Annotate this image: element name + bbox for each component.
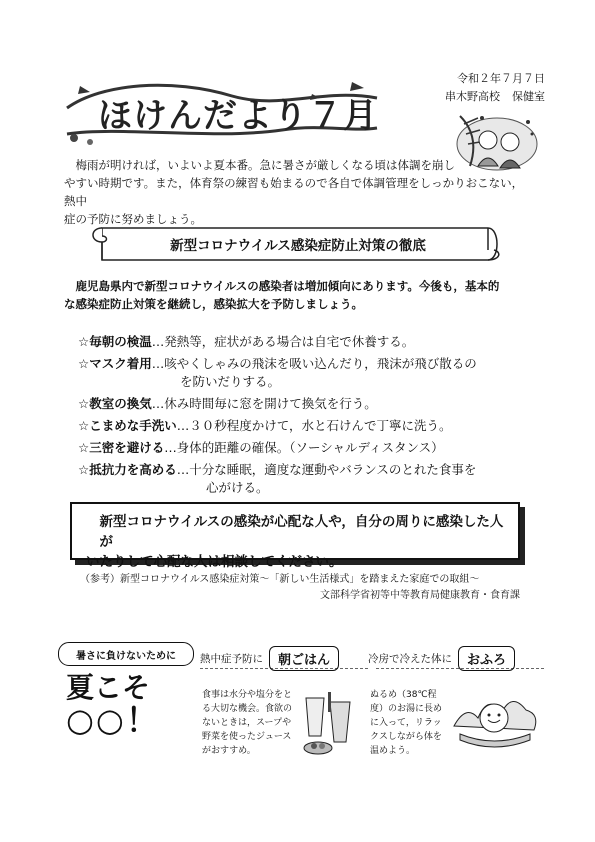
- point-desc: …発熱等，症状がある場合は自宅で休養する。: [151, 334, 415, 349]
- list-item: [78, 439, 548, 457]
- summer-big-text: 夏こそ: [66, 671, 151, 704]
- point-label: ☆抵抗力を高める: [78, 462, 177, 477]
- bath-lead: 冷房で冷えた体に: [368, 653, 452, 665]
- intro-line: 症の予防に努めましょう。: [64, 212, 202, 226]
- reference-note: [80, 572, 520, 604]
- issue-meta: [445, 70, 545, 106]
- point-desc: …十分な睡眠，適度な運動やバランスのとれた食事を: [176, 462, 477, 477]
- section-title: 新型コロナウイルス感染症防止対策の徹底: [170, 238, 426, 254]
- point-label: ☆マスク着用: [78, 356, 152, 371]
- newsletter-title-banner: [62, 78, 382, 148]
- breakfast-tip-heading: [200, 646, 375, 671]
- list-item: [78, 395, 548, 413]
- notice-line: いたりして心配な人は相談してください。: [86, 554, 343, 570]
- section-scroll-banner: [88, 222, 508, 266]
- bath-tip-text: ぬるめ（38℃程度）のお湯に長めに入って，リラックスしながら体を温めよう。: [370, 690, 443, 756]
- summer-circles-text: ○○！: [66, 701, 160, 739]
- point-label: ☆三密を避ける: [78, 440, 165, 455]
- summer-tag: 暑さに負けないために: [58, 642, 194, 666]
- school-name: 串木野高校: [445, 90, 500, 103]
- lead-paragraph: [64, 277, 534, 313]
- notice-text: [86, 512, 506, 572]
- list-item: [78, 417, 548, 435]
- point-desc-cont: 心がける。: [206, 480, 269, 495]
- breakfast-lead: 熱中症予防に: [200, 653, 263, 665]
- newsletter-title: ほけんだより７月: [98, 96, 378, 136]
- point-label: ☆こまめな手洗い: [78, 418, 177, 433]
- bathing-icon: [448, 686, 540, 756]
- list-item: [78, 461, 548, 497]
- prevention-points-list: [78, 333, 548, 501]
- point-desc: …身体的距離の確保。（ソーシャルディスタンス）: [164, 440, 444, 455]
- point-desc: …３０秒程度かけて，水と石けんで丁寧に洗う。: [176, 418, 452, 433]
- list-item: [78, 333, 548, 351]
- notice-line: 新型コロナウイルスの感染が心配な人や，自分の周りに感染した人が: [99, 514, 504, 550]
- lead-line: 鹿児島県内で新型コロナウイルスの感染者は増加傾向にあります。今後も，基本的: [75, 279, 500, 293]
- issue-date: 令和２年７月７日: [457, 72, 545, 85]
- office-name: 保健室: [512, 90, 545, 103]
- bath-tip-heading: [368, 646, 543, 671]
- bath-pill: おふろ: [458, 646, 515, 671]
- intro-paragraph: [64, 156, 534, 228]
- point-desc: …咳やくしゃみの飛沫を吸い込んだり，飛沫が飛び散るの: [151, 356, 477, 371]
- intro-line: やすい時期です。また，体育祭の練習も始まるので各自で体調管理をしっかりおこない，熱中: [64, 176, 524, 208]
- list-item: [78, 355, 548, 391]
- intro-line: 梅雨が明ければ，いよいよ夏本番。急に暑さが厳しくなる頃は体調を崩し: [75, 158, 455, 172]
- breakfast-tip-text: 食事は水分や塩分をとる大切な機会。食欲のないときは，スープや野菜を使ったジュースがおすすめ。: [202, 690, 293, 756]
- summer-tips-heading: [58, 642, 192, 742]
- lead-line: な感染症防止対策を継続し，感染拡大を予防しましょう。: [64, 297, 363, 311]
- juice-glasses-icon: [300, 688, 360, 758]
- breakfast-pill: 朝ごはん: [269, 646, 339, 671]
- point-desc-cont: を防いだりする。: [180, 374, 281, 389]
- point-label: ☆毎朝の検温: [78, 334, 152, 349]
- reference-source: 文部科学省初等中等教育局健康教育・食育課: [320, 590, 520, 601]
- summer-headline: [66, 671, 160, 739]
- point-label: ☆教室の換気: [78, 396, 152, 411]
- point-desc: …休み時間毎に窓を開けて換気を行う。: [151, 396, 377, 411]
- reference-line: （参考）新型コロナウイルス感染症対策～「新しい生活様式」を踏まえた家庭での取組～: [80, 574, 480, 585]
- consultation-notice-box: [70, 502, 520, 570]
